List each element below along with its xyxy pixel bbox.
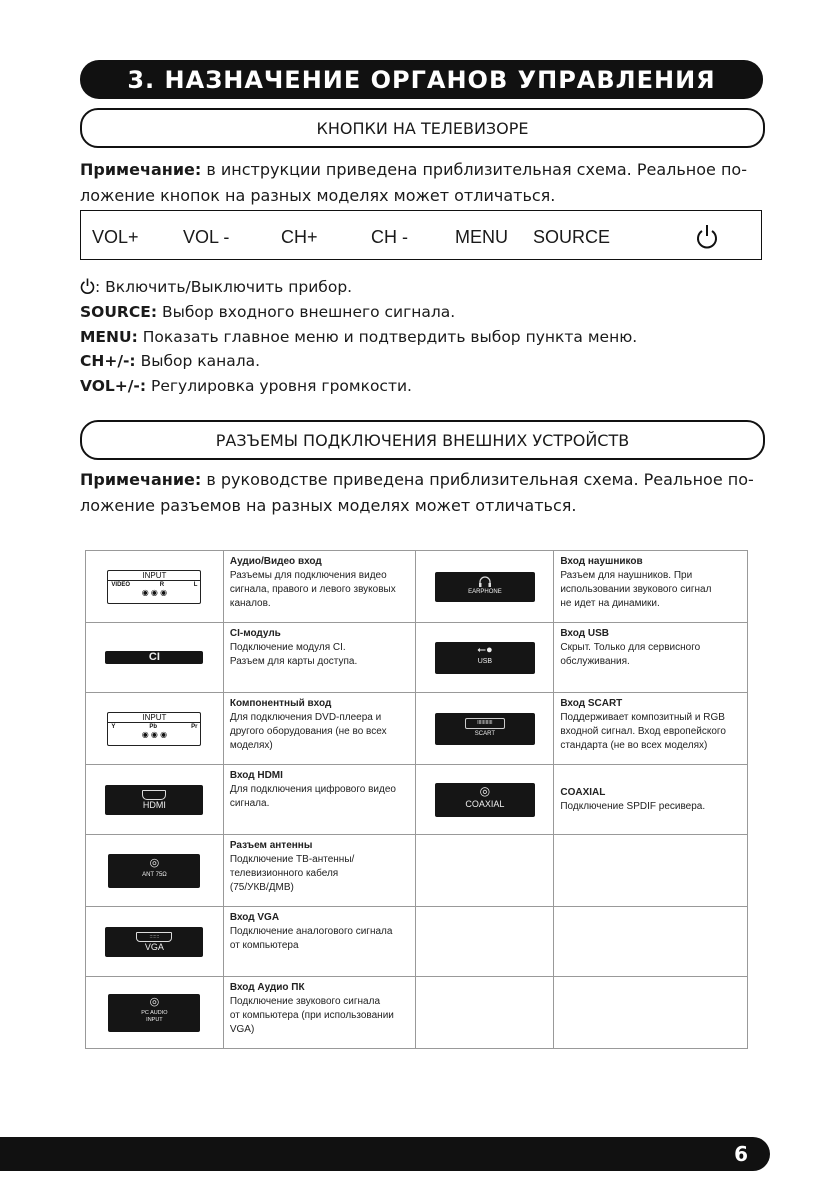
scart-desc: Вход SCART Поддерживает композитный и RGB входной сигнал. Вход европейского стандарта (не во всех моделях) — [554, 693, 748, 765]
button-ch-plus: CH+ — [281, 227, 318, 247]
pc-audio-desc: Вход Аудио ПК Подключение звукового сигнала от компьютера (при использовании VGA) — [223, 977, 416, 1049]
table-row — [86, 835, 748, 907]
hdmi-desc: Вход HDMI Для подключения цифрового видео сигнала. — [223, 765, 416, 835]
scart-image: IIIIIIIIIII SCART — [416, 693, 554, 765]
page-title: 3. НАЗНАЧЕНИЕ ОРГАНОВ УПРАВЛЕНИЯ — [80, 60, 763, 99]
vga-desc: Вход VGA Подключение аналогового сигнала от компьютера — [223, 907, 416, 977]
page-footer — [0, 1137, 770, 1171]
av-input-image: INPUT VIDEO R L ◉ ◉ ◉ — [86, 551, 224, 623]
earphone-desc: Вход наушников Разъем для наушников. При использовании звукового сигнал не идет на динамики. — [554, 551, 748, 623]
antenna-image: ◎ ANT 75Ω — [86, 835, 224, 907]
pc-audio-image: ◎ PC AUDIO INPUT — [86, 977, 224, 1049]
note-text: ложение разъемов на разных моделях может отличаться. — [80, 496, 577, 515]
desc-channel: CH+/-: Выбор канала. — [80, 352, 261, 370]
table-row — [86, 693, 748, 765]
headphones-icon — [478, 575, 492, 587]
desc-volume: VOL+/-: Регулировка уровня громкости. — [80, 377, 412, 395]
usb-image: ⭠● USB — [416, 623, 554, 693]
scart-icon: IIIIIIIIIII — [465, 718, 505, 729]
desc-source: SOURCE: Выбор входного внешнего сигнала. — [80, 303, 456, 321]
table-row — [86, 907, 748, 977]
button-ch-minus: CH - — [371, 227, 408, 247]
usb-icon: ⭠● — [477, 643, 493, 656]
coaxial-desc: COAXIAL Подключение SPDIF ресивера. — [554, 765, 748, 835]
table-row — [86, 765, 748, 835]
coaxial-image: ◎ COAXIAL — [416, 765, 554, 835]
ci-desc: CI-модуль Подключение модуля CI. Разъем для карты доступа. — [223, 623, 416, 693]
connectors-table — [85, 550, 748, 1049]
button-menu: MENU — [455, 227, 508, 247]
table-row — [86, 623, 748, 693]
section-heading-connectors: РАЗЪЕМЫ ПОДКЛЮЧЕНИЯ ВНЕШНИХ УСТРОЙСТВ — [80, 420, 765, 460]
note-label: Примечание: — [80, 160, 202, 179]
note-text: в руководстве приведена приблизительная схема. Реальное по- — [201, 470, 754, 489]
page-number: 6 — [734, 1142, 748, 1166]
table-row — [86, 551, 748, 623]
button-source: SOURCE — [533, 227, 611, 247]
note-connectors — [80, 467, 764, 519]
antenna-icon: ◎ — [149, 856, 160, 869]
antenna-desc: Разъем антенны Подключение ТВ-антенны/ телевизионного кабеля (75/УКВ/ДМВ) — [223, 835, 416, 907]
hdmi-icon — [142, 790, 166, 800]
section-heading-buttons: КНОПКИ НА ТЕЛЕВИЗОРЕ — [80, 108, 765, 148]
button-vol-minus: VOL - — [183, 227, 230, 247]
av-input-desc: Аудио/Видео вход Разъемы для подключения видео сигнала, правого и левого звуковых каналов. — [223, 551, 416, 623]
ci-image: CI — [86, 623, 224, 693]
desc-power: : Включить/Выключить прибор. — [80, 277, 352, 297]
note-text: ложение кнопок на разных моделях может отличаться. — [80, 186, 556, 205]
button-vol-plus: VOL+ — [92, 227, 139, 247]
component-input-image: INPUT Y Pb Pr ◉ ◉ ◉ — [86, 693, 224, 765]
coaxial-icon: ◎ — [479, 783, 491, 798]
usb-desc: Вход USB Скрыт. Только для сервисного обслуживания. — [554, 623, 748, 693]
power-icon — [80, 278, 95, 294]
component-input-desc: Компонентный вход Для подключения DVD-плеера и другого оборудования (не во всех моделях) — [223, 693, 416, 765]
table-row — [86, 977, 748, 1049]
desc-menu: MENU: Показать главное меню и подтвердить выбор пункта меню. — [80, 328, 638, 346]
earphone-image: EARPHONE — [416, 551, 554, 623]
hdmi-image: HDMI — [86, 765, 224, 835]
audio-jack-icon: ◎ — [149, 995, 160, 1008]
note-label: Примечание: — [80, 470, 202, 489]
note-text: в инструкции приведена приблизительная схема. Реальное по- — [201, 160, 747, 179]
vga-image: ::::::: VGA — [86, 907, 224, 977]
vga-icon: ::::::: — [136, 932, 172, 942]
note-buttons — [80, 157, 764, 209]
power-icon — [694, 223, 720, 251]
